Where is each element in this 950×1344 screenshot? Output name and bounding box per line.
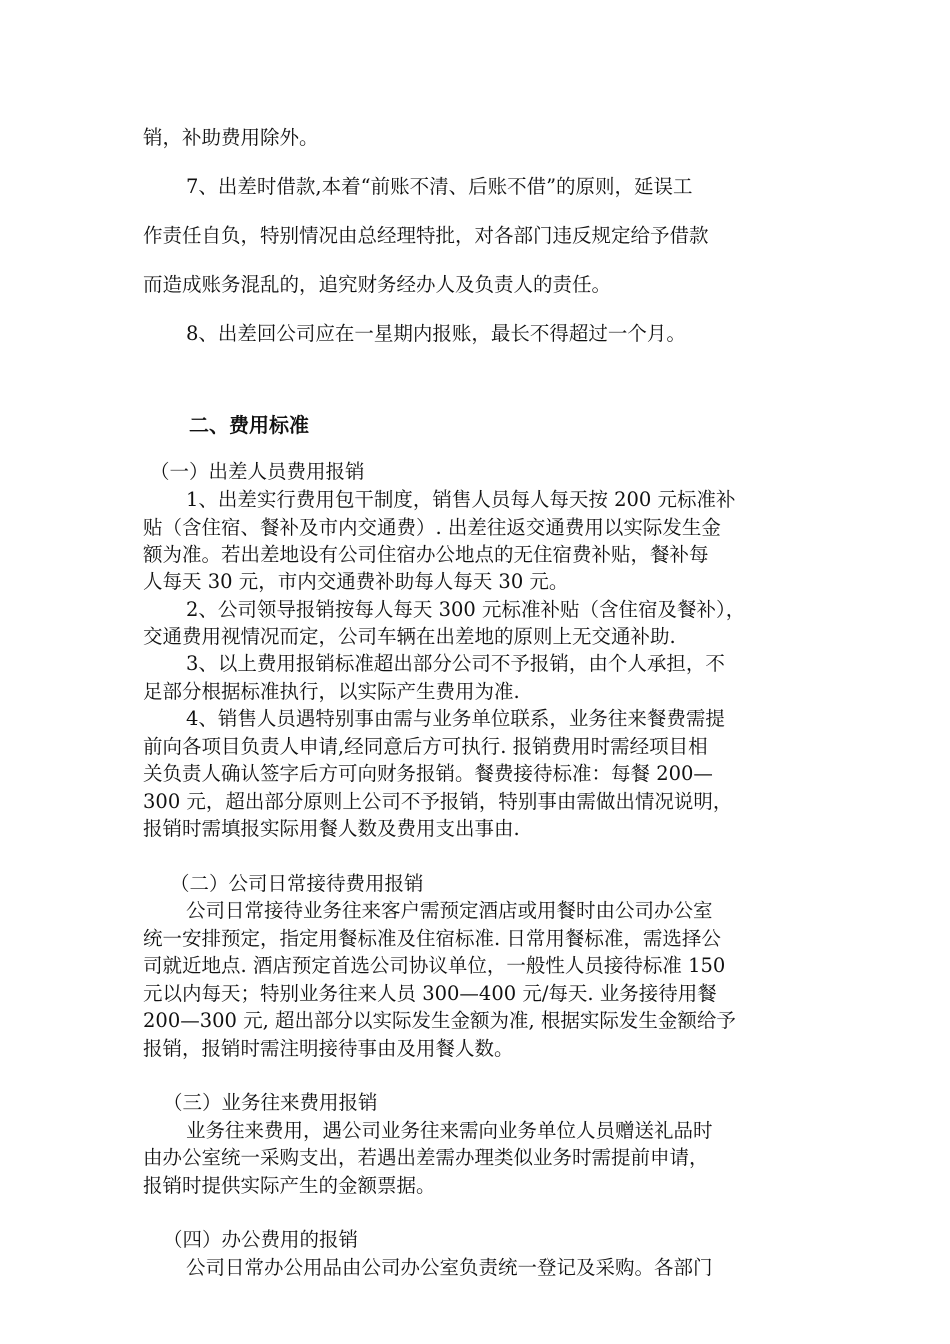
subsection-4-title: （四）办公费用的报销 <box>163 1228 359 1251</box>
paragraph-7-line-1: 7、出差时借款,本着“前账不清、后账不借”的原则，延误工 <box>186 175 693 198</box>
item-4-line-2: 前向各项目负责人申请,经同意后方可执行. 报销费用时需经项目相 <box>143 735 708 758</box>
item-1-line-3: 额为准。若出差地设有公司住宿办公地点的无住宿费补贴，餐补每 <box>143 543 709 566</box>
subsection-2-line-1: 公司日常接待业务往来客户需预定酒店或用餐时由公司办公室 <box>186 899 713 922</box>
subsection-4-line-1: 公司日常办公用品由公司办公室负责统一登记及采购。各部门 <box>186 1256 713 1279</box>
subsection-3-line-2: 由办公室统一采购支出，若遇出差需办理类似业务时需提前申请， <box>143 1146 709 1169</box>
subsection-2-line-5: 200—300 元, 超出部分以实际发生金额为准, 根据实际发生金额给予 <box>143 1009 736 1032</box>
item-3-line-1: 3、以上费用报销标准超出部分公司不予报销，由个人承担，不 <box>186 652 725 675</box>
item-1-line-4: 人每天 30 元，市内交通费补助每人每天 30 元。 <box>143 570 569 593</box>
subsection-3-line-1: 业务往来费用，遇公司业务往来需向业务单位人员赠送礼品时 <box>186 1119 713 1142</box>
item-4-line-1: 4、销售人员遇特别事由需与业务单位联系，业务往来餐费需提 <box>186 707 725 730</box>
subsection-3-line-3: 报销时提供实际产生的金额票据。 <box>143 1174 436 1197</box>
subsection-3-title: （三）业务往来费用报销 <box>163 1091 378 1114</box>
subsection-2-line-4: 元以内每天；特别业务往来人员 300—400 元/每天. 业务接待用餐 <box>143 982 717 1005</box>
subsection-1-title: （一）出差人员费用报销 <box>150 460 365 483</box>
subsection-2-title: （二）公司日常接待费用报销 <box>170 872 424 895</box>
item-1-line-2: 贴（含住宿、餐补及市内交通费）. 出差往返交通费用以实际发生金 <box>143 516 721 539</box>
item-2-line-2: 交通费用视情况而定，公司车辆在出差地的原则上无交通补助. <box>143 625 676 648</box>
subsection-2-line-6: 报销，报销时需注明接待事由及用餐人数。 <box>143 1037 514 1060</box>
subsection-2-line-3: 司就近地点. 酒店预定首选公司协议单位，一般性人员接待标准 150 <box>143 954 726 977</box>
item-4-line-3: 关负责人确认签字后方可向财务报销。餐费接待标准：每餐 200— <box>143 762 713 785</box>
paragraph-line: 销，补助费用除外。 <box>143 126 319 149</box>
paragraph-7-line-3: 而造成账务混乱的，追究财务经办人及负责人的责任。 <box>143 273 612 296</box>
item-3-line-2: 足部分根据标准执行，以实际产生费用为准. <box>143 680 520 703</box>
item-1-line-1: 1、出差实行费用包干制度，销售人员每人每天按 200 元标准补 <box>186 488 736 511</box>
paragraph-8-line-1: 8、出差回公司应在一星期内报账，最长不得超过一个月。 <box>186 322 686 345</box>
item-4-line-4: 300 元，超出部分原则上公司不予报销，特别事由需做出情况说明， <box>143 790 733 813</box>
paragraph-7-line-2: 作责任自负，特别情况由总经理特批，对各部门违反规定给予借款 <box>143 224 709 247</box>
section-heading: 二、费用标准 <box>189 413 309 437</box>
subsection-2-line-2: 统一安排预定，指定用餐标准及住宿标准. 日常用餐标准，需选择公 <box>143 927 721 950</box>
item-2-line-1: 2、公司领导报销按每人每天 300 元标准补贴（含住宿及餐补）， <box>186 598 746 621</box>
item-4-line-5: 报销时需填报实际用餐人数及费用支出事由. <box>143 817 520 840</box>
